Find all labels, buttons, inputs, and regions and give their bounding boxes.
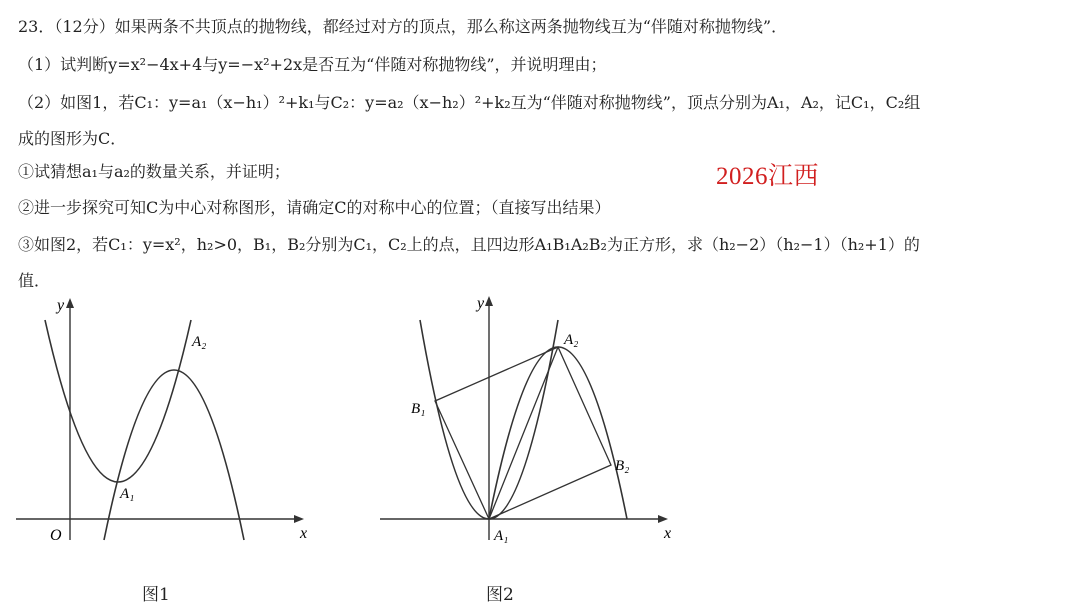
fig2-y-arrow-icon (485, 296, 493, 306)
fig1-label-origin: O (50, 527, 62, 544)
problem-part2: （2）如图1，若C₁：y=a₁（x−h₁）²+k₁与C₂：y=a₂（x−h₂）²+k₂互为“伴随对称抛物线”，顶点分别为A₁，A₂，记C₁，C₂组 (18, 93, 921, 112)
fig2-label-y: y (477, 295, 485, 312)
question-3-continued: 值． (18, 271, 51, 290)
problem-header: 23．（12分）如果两条不共顶点的抛物线，都经过对方的顶点，那么称这两条抛物线互为“伴随对称抛物线”． (18, 17, 788, 36)
fig2-label-b2: B₂ (615, 458, 630, 474)
question-3: ③如图2，若C₁：y=x²，h₂>0，B₁，B₂分别为C₁，C₂上的点，且四边形A₁B₁A₂B₂为正方形，求（h₂−2）（h₂−1）（h₂+1）的 (18, 235, 920, 254)
fig1-y-arrow-icon (66, 298, 74, 308)
figure-1 (0, 290, 340, 550)
question-2: ②进一步探究可知C为中心对称图形，请确定C的对称中心的位置；（直接写出结果） (18, 198, 611, 217)
watermark-text: 2026江西 (716, 163, 820, 190)
fig1-x-arrow-icon (294, 515, 304, 523)
fig2-curve-c2 (489, 347, 630, 519)
fig1-curve-c2 (104, 370, 244, 540)
fig1-label-y: y (57, 297, 65, 314)
fig1-curve-c1 (45, 320, 191, 482)
fig1-label-x: x (300, 525, 308, 542)
problem-part2-continued: 成的图形为C． (18, 129, 127, 148)
fig2-label-x: x (664, 525, 672, 542)
question-1: ①试猜想a₁与a₂的数量关系，并证明； (18, 162, 290, 181)
fig2-label-a1: A₁ (494, 528, 509, 544)
fig2-label-a2: A₂ (564, 332, 579, 348)
fig2-x-arrow-icon (658, 515, 668, 523)
fig2-caption: 图2 (486, 585, 514, 605)
fig1-caption: 图1 (142, 585, 170, 605)
fig2-label-b1: B₁ (411, 401, 426, 417)
fig1-label-a2: A₂ (192, 334, 207, 350)
fig1-label-a1: A₁ (120, 486, 135, 502)
figure-2 (370, 290, 690, 550)
problem-part1: （1）试判断y=x²−4x+4与y=−x²+2x是否互为“伴随对称抛物线”，并说明理由； (18, 55, 607, 74)
